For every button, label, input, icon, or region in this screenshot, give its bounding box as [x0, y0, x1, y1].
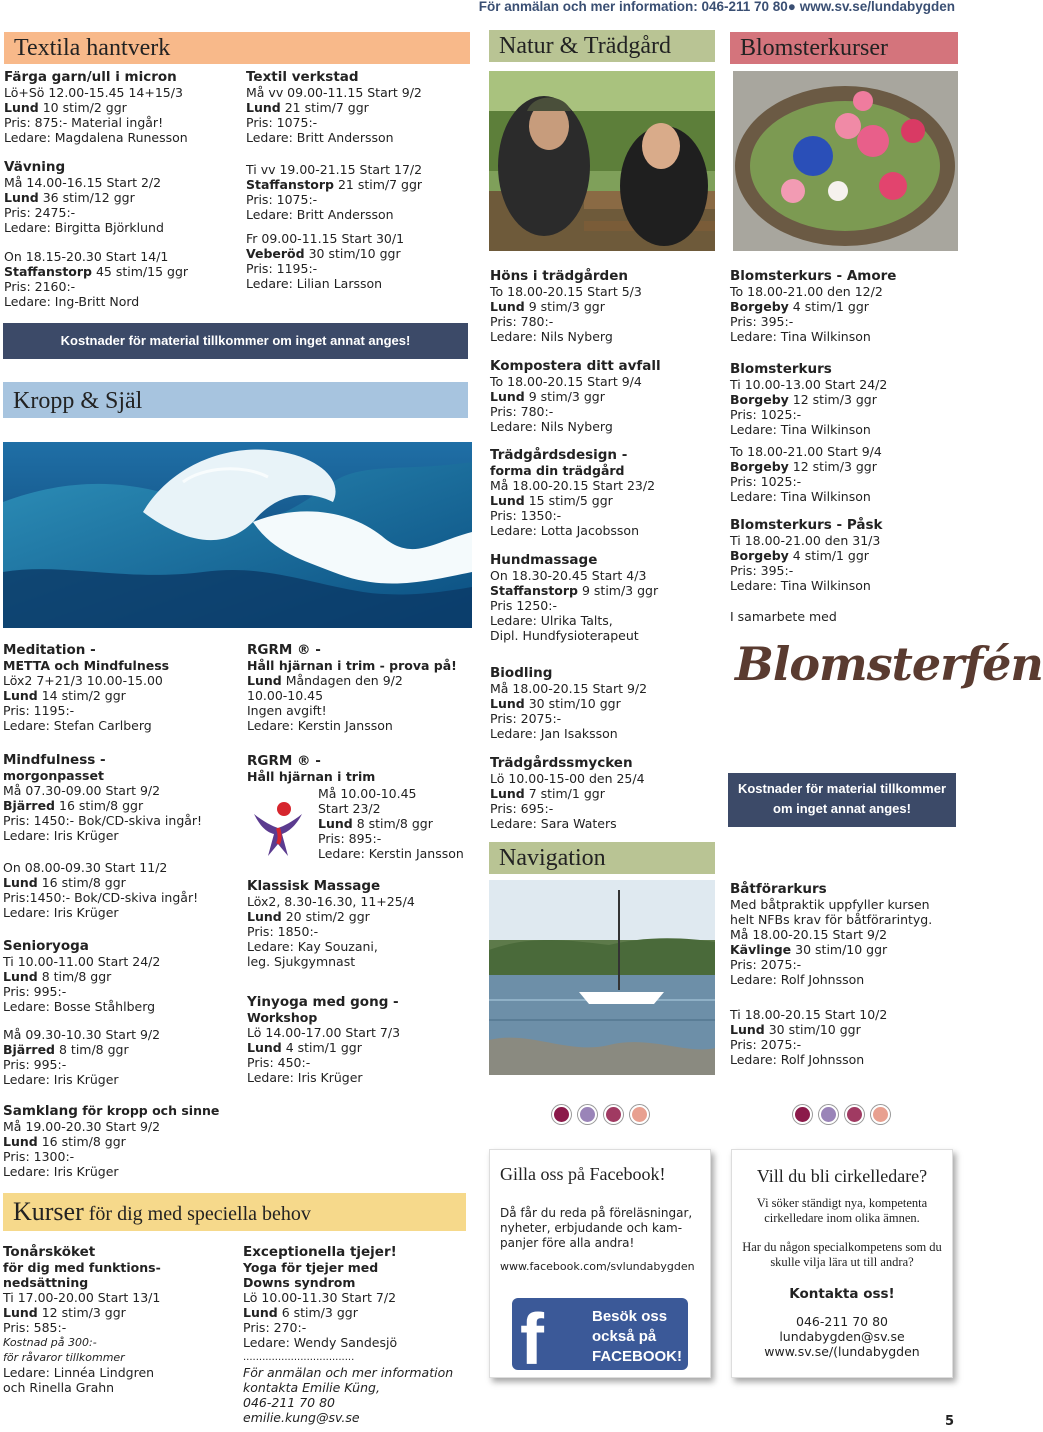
info-email[interactable]: emilie.kung@sv.se	[243, 1410, 360, 1425]
info-phone: 046-211 70 80	[243, 1395, 335, 1410]
course-description: helt NFBs krav för båtförarintyg.	[730, 912, 933, 927]
course-subtitle: Yoga för tjejer med	[243, 1260, 379, 1275]
course-time: On 18.15-20.30 Start 14/1	[4, 249, 169, 264]
section-natur: Natur & Trädgård	[489, 30, 715, 62]
course-subtitle: för dig med funktions-	[3, 1260, 161, 1275]
course-leader: Ledare: Britt Andersson	[246, 207, 394, 222]
course-leader: Ledare: Kay Souzani,	[247, 939, 378, 954]
samarbete-text: I samarbete med	[730, 609, 837, 624]
course-place: Lund 7 stim/1 ggr	[490, 786, 605, 801]
facebook-url[interactable]: www.facebook.com/svlundabygden	[500, 1260, 695, 1273]
blomsterfen-logo: Blomsterfén	[735, 637, 1043, 691]
rgrm-figure-icon	[250, 800, 306, 860]
place-name: Lund	[246, 100, 281, 115]
course-subtitle: Håll hjärnan i trim	[247, 769, 376, 784]
garden-illustration	[489, 71, 715, 251]
facebook-badge[interactable]	[512, 1298, 688, 1380]
course-leader: Ledare: Sara Waters	[490, 816, 617, 831]
course-leader: och Rinella Grahn	[3, 1380, 115, 1395]
section-kurser	[3, 1193, 466, 1231]
cirkel-title: Vill du bli cirkelledare?	[756, 1166, 928, 1186]
course-title: Mindfulness -	[3, 752, 106, 768]
course-textil-ti	[246, 162, 422, 222]
place-name: Staffanstorp	[490, 583, 578, 598]
cirkel-p2: Har du någon specialkompetens som du skulle vilja lära ut till andra?	[742, 1240, 942, 1269]
cirkelledare-card	[731, 1149, 953, 1378]
decor-dot	[793, 1105, 812, 1124]
course-title: Höns i trädgården	[490, 268, 628, 284]
course-price: Pris: 875:- Material ingår!	[4, 115, 164, 130]
course-place: Borgeby 4 stim/1 ggr	[730, 548, 869, 563]
place-name: Lund	[490, 389, 525, 404]
course-senioryoga	[3, 938, 160, 1014]
course-price: Pris: 1075:-	[246, 115, 318, 130]
course-meditation	[3, 642, 169, 733]
sailboat-illustration	[489, 880, 715, 1075]
course-place: Staffanstorp 9 stim/3 ggr	[490, 583, 659, 598]
course-leader: Ledare: Linnéa Lindgren	[3, 1365, 155, 1380]
place-name: Lund	[3, 688, 38, 703]
course-leader: Ledare: Tina Wilkinson	[730, 329, 871, 344]
course-time: Lö 14.00-17.00 Start 7/3	[247, 1025, 401, 1040]
place-name: Lund	[490, 786, 525, 801]
course-title: Tonårsköket	[3, 1244, 96, 1260]
page-number: 5	[944, 1414, 954, 1429]
course-leader: Ledare: Magdalena Runesson	[4, 130, 188, 145]
course-price: Pris: 995:-	[3, 1057, 67, 1072]
place-name: Lund	[318, 816, 353, 831]
course-price: Pris: 1300:-	[3, 1149, 75, 1164]
course-leader: Ledare: Tina Wilkinson	[730, 489, 871, 504]
course-price: Pris: 585:-	[3, 1320, 67, 1335]
sailboat-photo	[489, 880, 715, 1075]
course-leader: Ledare: Nils Nyberg	[490, 329, 613, 344]
course-time: Löx2 7+21/3 10.00-15.00	[3, 673, 163, 688]
place-name: Lund	[3, 875, 38, 890]
course-time: On 08.00-09.30 Start 11/2	[3, 860, 168, 875]
cirkel-contact-title: Kontakta oss!	[789, 1286, 895, 1302]
course-time: 10.00-10.45	[247, 688, 324, 703]
course-subtitle: Håll hjärnan i trim - prova på!	[247, 658, 457, 673]
course-price: Ingen avgift!	[247, 703, 327, 718]
course-samklang	[3, 1103, 219, 1179]
course-blomsterkurs-to	[730, 444, 882, 504]
course-time: Må 18.00-20.15 Start 23/2	[490, 478, 656, 493]
course-place: Lund Måndagen den 9/2	[247, 673, 403, 688]
course-price: Pris: 1350:-	[490, 508, 562, 523]
kurser-big: Kurser	[13, 1197, 84, 1226]
badge-line2: också på	[592, 1328, 657, 1345]
course-time: Ti 10.00-13.00 Start 24/2	[730, 377, 888, 392]
course-place: Borgeby 4 stim/1 ggr	[730, 299, 869, 314]
course-subtitle: för kropp och sinne	[77, 1103, 220, 1118]
place-name: Borgeby	[730, 299, 789, 314]
facebook-f-icon: f	[520, 1300, 544, 1380]
course-time: Löx2, 8.30-16.30, 11+25/4	[247, 894, 415, 909]
course-price: Pris: 780:-	[490, 404, 554, 419]
course-hundmassage	[490, 552, 658, 643]
course-price: Pris: 2075:-	[730, 1037, 802, 1052]
course-leader: Ledare: Rolf Johnsson	[730, 972, 865, 987]
course-title: Exceptionella tjejer!	[243, 1244, 397, 1260]
place-name: Lund	[4, 100, 39, 115]
course-tonarskoket	[3, 1244, 161, 1395]
course-title: Samklang	[3, 1103, 78, 1119]
course-design	[490, 447, 655, 538]
course-description: Med båtpraktik uppfyller kursen	[730, 897, 930, 912]
place-name: Lund	[247, 1040, 282, 1055]
course-start: Start 23/2	[318, 801, 381, 816]
course-leader: Ledare: Wendy Sandesjö	[243, 1335, 398, 1350]
info-contact: kontakta Emilie Küng,	[243, 1380, 380, 1395]
course-place: Staffanstorp 21 stim/7 ggr	[246, 177, 423, 192]
place-name: Lund	[247, 909, 282, 924]
course-note: för råvaror tillkommer	[3, 1351, 125, 1364]
course-place: Lund 4 stim/1 ggr	[247, 1040, 362, 1055]
course-place: Staffanstorp 45 stim/15 ggr	[4, 264, 189, 279]
dotted-divider: ...................................	[243, 1352, 355, 1363]
facebook-text: Då får du reda på föreläsningar, nyheter, erbjudande och kam-panjer före alla andra!	[500, 1206, 693, 1250]
course-time: Ti vv 19.00-21.15 Start 17/2	[246, 162, 423, 177]
course-place: Lund 9 stim/3 ggr	[490, 389, 605, 404]
course-title: Trädgårdsdesign -	[490, 447, 628, 463]
course-time: To 18.00-20.15 Start 9/4	[490, 374, 642, 389]
course-time: To 18.00-21.00 den 12/2	[730, 284, 883, 299]
course-price: Pris: 780:-	[490, 314, 554, 329]
course-yinyoga	[247, 994, 400, 1085]
course-kompost	[490, 358, 661, 434]
course-place: Lund 6 stim/3 ggr	[243, 1305, 358, 1320]
course-blomsterkurs	[730, 361, 887, 437]
material-notice-left: Kostnader för material tillkommer om inget annat anges!	[3, 323, 468, 359]
course-leader: Ledare: Jan Isaksson	[490, 726, 618, 741]
course-leader: Ledare: Birgitta Björklund	[4, 220, 164, 235]
course-title: Hundmassage	[490, 552, 598, 568]
course-place: Borgeby 12 stim/3 ggr	[730, 459, 877, 474]
course-rgrm-details	[318, 786, 464, 861]
decor-dot	[578, 1105, 597, 1124]
course-price: Pris: 1025:-	[730, 474, 802, 489]
material-notice-right: Kostnader för material tillkommer om inget annat anges!	[728, 773, 956, 827]
cirkel-email[interactable]: lundabygden@sv.se	[779, 1329, 905, 1344]
facebook-card	[489, 1149, 711, 1378]
course-price: Pris 1250:-	[490, 598, 557, 613]
place-name: Lund	[247, 673, 282, 688]
course-time: Ti 17.00-20.00 Start 13/1	[3, 1290, 161, 1305]
course-leader: Ledare: Rolf Johnsson	[730, 1052, 865, 1067]
course-leader: Ledare: Britt Andersson	[246, 130, 394, 145]
flower-illustration	[733, 71, 958, 251]
place-name: Lund	[490, 299, 525, 314]
course-price: Pris: 895:-	[318, 831, 382, 846]
course-title: Vävning	[4, 159, 66, 175]
course-subtitle: METTA och Mindfulness	[3, 658, 170, 673]
badge-line3: FACEBOOK!	[592, 1348, 682, 1365]
course-time: Fr 09.00-11.15 Start 30/1	[246, 231, 405, 246]
course-price: Pris:1450:- Bok/CD-skiva ingår!	[3, 890, 199, 905]
cirkel-phone: 046-211 70 80	[796, 1314, 888, 1329]
course-smycken	[490, 755, 645, 831]
flower-photo	[733, 71, 958, 251]
course-price: Pris: 395:-	[730, 563, 794, 578]
course-title: Textil verkstad	[246, 69, 359, 85]
course-title: Båtförarkurs	[730, 881, 827, 897]
course-title: Meditation -	[3, 642, 96, 658]
place-name: Borgeby	[730, 392, 789, 407]
badge-line1: Besök oss	[592, 1308, 668, 1325]
decor-dot	[845, 1105, 864, 1124]
course-time: Lö+Sö 12.00-15.45 14+15/3	[4, 85, 183, 100]
course-price: Pris: 1075:-	[246, 192, 318, 207]
course-title: Yinyoga med gong -	[247, 994, 399, 1010]
course-title: Kompostera ditt avfall	[490, 358, 661, 374]
course-time: Må 10.00-10.45	[318, 786, 417, 801]
course-place: Lund 20 stim/2 ggr	[247, 909, 370, 924]
course-place: Lund 16 stim/8 ggr	[3, 875, 126, 890]
place-name: Lund	[4, 190, 39, 205]
course-time: Må 18.00-20.15 Start 9/2	[490, 681, 648, 696]
course-title: Blomsterkurs	[730, 361, 832, 377]
course-place: Lund 21 stim/7 ggr	[246, 100, 369, 115]
facebook-title: Gilla oss på Facebook!	[500, 1164, 666, 1184]
course-price: Pris: 695:-	[490, 801, 554, 816]
course-batforar-ti	[730, 1007, 887, 1067]
course-title: RGRM ® -	[247, 642, 321, 658]
course-place: Lund 30 stim/10 ggr	[490, 696, 621, 711]
place-name: Lund	[243, 1305, 278, 1320]
place-name: Staffanstorp	[4, 264, 92, 279]
course-subtitle: forma din trädgård	[490, 463, 625, 478]
course-place: Borgeby 12 stim/3 ggr	[730, 392, 877, 407]
course-place: Kävlinge 30 stim/10 ggr	[730, 942, 888, 957]
course-time: Lö 10.00-11.30 Start 7/2	[243, 1290, 397, 1305]
course-price: Pris: 1195:-	[246, 261, 318, 276]
place-name: Lund	[730, 1022, 765, 1037]
course-leader: Ledare: Iris Krüger	[247, 1070, 363, 1085]
decor-dot	[871, 1105, 890, 1124]
course-place: Lund 10 stim/2 ggr	[4, 100, 127, 115]
course-time: Må 07.30-09.00 Start 9/2	[3, 783, 161, 798]
course-farga	[4, 69, 188, 145]
course-place: Lund 30 stim/10 ggr	[730, 1022, 861, 1037]
course-subtitle: Downs syndrom	[243, 1275, 356, 1290]
course-exceptionella	[243, 1244, 453, 1425]
course-leader: Ledare: Kerstin Jansson	[318, 846, 464, 861]
kurser-rest: för dig med speciella behov	[83, 1203, 311, 1225]
place-name: Borgeby	[730, 548, 789, 563]
course-price: Pris: 450:-	[247, 1055, 311, 1070]
course-price: Pris: 1850:-	[247, 924, 319, 939]
place-name: Borgeby	[730, 459, 789, 474]
course-mindfulness-on	[3, 860, 198, 920]
course-time: On 18.30-20.45 Start 4/3	[490, 568, 647, 583]
course-price: Pris: 1195:-	[3, 703, 75, 718]
section-textila: Textila hantverk	[4, 32, 470, 64]
course-biodling	[490, 665, 647, 741]
course-pask	[730, 517, 883, 593]
course-leader: Ledare: Kerstin Jansson	[247, 718, 393, 733]
course-time: Må 18.00-20.15 Start 9/2	[730, 927, 888, 942]
garden-photo	[489, 71, 715, 251]
course-title: Klassisk Massage	[247, 878, 381, 894]
course-time: Må vv 09.00-11.15 Start 9/2	[246, 85, 422, 100]
course-price: Pris: 995:-	[3, 984, 67, 999]
course-subtitle: Workshop	[247, 1010, 318, 1025]
course-place: Lund 15 stim/5 ggr	[490, 493, 613, 508]
course-price: Pris: 2475:-	[4, 205, 76, 220]
course-place: Lund 9 stim/3 ggr	[490, 299, 605, 314]
course-title: Biodling	[490, 665, 553, 681]
section-kropp: Kropp & Själ	[3, 382, 468, 418]
course-title: Blomsterkurs - Påsk	[730, 517, 883, 533]
course-leader: Ledare: Lilian Larsson	[246, 276, 383, 291]
course-senioryoga-ma	[3, 1027, 160, 1087]
course-leader: Ledare: Nils Nyberg	[490, 419, 613, 434]
course-hons	[490, 268, 642, 344]
course-price: Pris: 2075:-	[490, 711, 562, 726]
decor-dot	[552, 1105, 571, 1124]
rgrm-figure-svg	[250, 800, 306, 860]
course-subtitle: morgonpasset	[3, 768, 104, 783]
course-price: Pris: 2075:-	[730, 957, 802, 972]
course-leader: Ledare: Tina Wilkinson	[730, 578, 871, 593]
course-massage	[247, 878, 415, 969]
course-place: Lund 16 stim/8 ggr	[3, 1134, 126, 1149]
course-leader: Ledare: Ulrika Talts,	[490, 613, 613, 628]
course-time: Ti 18.00-21.00 den 31/3	[730, 533, 881, 548]
course-place: Lund 36 stim/12 ggr	[4, 190, 135, 205]
course-leader: Ledare: Tina Wilkinson	[730, 422, 871, 437]
course-vavning-on	[4, 249, 188, 309]
wave-photo	[3, 442, 472, 628]
course-subtitle: nedsättning	[3, 1275, 89, 1290]
course-time: To 18.00-21.00 Start 9/4	[730, 444, 882, 459]
course-time: To 18.00-20.15 Start 5/3	[490, 284, 642, 299]
place-name: Bjärred	[3, 1042, 56, 1057]
course-amore	[730, 268, 896, 344]
course-time: Må 14.00-16.15 Start 2/2	[4, 175, 162, 190]
course-title: Blomsterkurs - Amore	[730, 268, 897, 284]
course-leader: Ledare: Iris Krüger	[3, 828, 119, 843]
course-price: Pris: 270:-	[243, 1320, 307, 1335]
course-note: Kostnad på 300:-	[3, 1336, 97, 1349]
course-price: Pris: 395:-	[730, 314, 794, 329]
course-time: Må 19.00-20.30 Start 9/2	[3, 1119, 161, 1134]
course-leader: Ledare: Bosse Ståhlberg	[3, 999, 156, 1014]
place-name: Lund	[490, 493, 525, 508]
section-blomster: Blomsterkurser	[730, 32, 958, 64]
course-time: Ti 10.00-11.00 Start 24/2	[3, 954, 161, 969]
wave-illustration	[3, 442, 472, 628]
course-leader: Ledare: Stefan Carlberg	[3, 718, 152, 733]
course-leader: Ledare: Ing-Britt Nord	[4, 294, 140, 309]
course-place: Lund 12 stim/3 ggr	[3, 1305, 126, 1320]
course-price: Pris: 2160:-	[4, 279, 76, 294]
place-name: Veberöd	[246, 246, 305, 261]
place-name: Lund	[3, 1305, 38, 1320]
course-price: Pris: 1450:- Bok/CD-skiva ingår!	[3, 813, 203, 828]
course-textil-verkstad	[246, 69, 422, 145]
course-place: Bjärred 16 stim/8 ggr	[3, 798, 144, 813]
course-title: Senioryoga	[3, 938, 89, 954]
course-place: Lund 8 tim/8 ggr	[3, 969, 112, 984]
course-vavning	[4, 159, 164, 235]
course-time: Ti 18.00-20.15 Start 10/2	[730, 1007, 888, 1022]
course-leader-title: leg. Sjukgymnast	[247, 954, 356, 969]
place-name: Kävlinge	[730, 942, 792, 957]
course-title: RGRM ® -	[247, 753, 321, 769]
course-title: Färga garn/ull i micron	[4, 69, 177, 85]
cirkel-p1: Vi söker ständigt nya, kompetenta cirkelledare inom olika ämnen.	[756, 1196, 928, 1225]
course-leader: Ledare: Lotta Jacobsson	[490, 523, 639, 538]
place-name: Staffanstorp	[246, 177, 334, 192]
course-time: Må 09.30-10.30 Start 9/2	[3, 1027, 161, 1042]
course-rgrm-prova	[247, 642, 457, 733]
course-title: Trädgårdssmycken	[490, 755, 633, 771]
place-name: Lund	[490, 696, 525, 711]
course-place: Lund 14 stim/2 ggr	[3, 688, 126, 703]
section-navigation: Navigation	[489, 842, 715, 874]
course-price: Pris: 1025:-	[730, 407, 802, 422]
course-leader: Ledare: Iris Krüger	[3, 1072, 119, 1087]
course-leader: Ledare: Iris Krüger	[3, 1164, 119, 1179]
cirkel-web[interactable]: www.sv.se/(lundabygden	[764, 1344, 920, 1359]
course-place: Lund 8 stim/8 ggr	[318, 816, 433, 831]
decor-dot	[819, 1105, 838, 1124]
page-header: För anmälan och mer information: 046-211 70 80● www.sv.se/lundabygden	[478, 0, 955, 14]
course-rgrm	[247, 753, 375, 784]
course-time: Lö 10.00-15-00 den 25/4	[490, 771, 645, 786]
place-name: Lund	[3, 969, 38, 984]
course-batforar	[730, 881, 932, 987]
decor-dot	[604, 1105, 623, 1124]
course-place: Bjärred 8 tim/8 ggr	[3, 1042, 129, 1057]
place-name: Bjärred	[3, 798, 56, 813]
course-mindfulness	[3, 752, 202, 843]
place-name: Lund	[3, 1134, 38, 1149]
course-textil-fr	[246, 231, 404, 291]
course-leader: Ledare: Iris Krüger	[3, 905, 119, 920]
info-text: För anmälan och mer information	[243, 1365, 454, 1380]
course-place: Veberöd 30 stim/10 ggr	[246, 246, 401, 261]
course-leader-title: Dipl. Hundfysioterapeut	[490, 628, 639, 643]
decor-dot	[630, 1105, 649, 1124]
